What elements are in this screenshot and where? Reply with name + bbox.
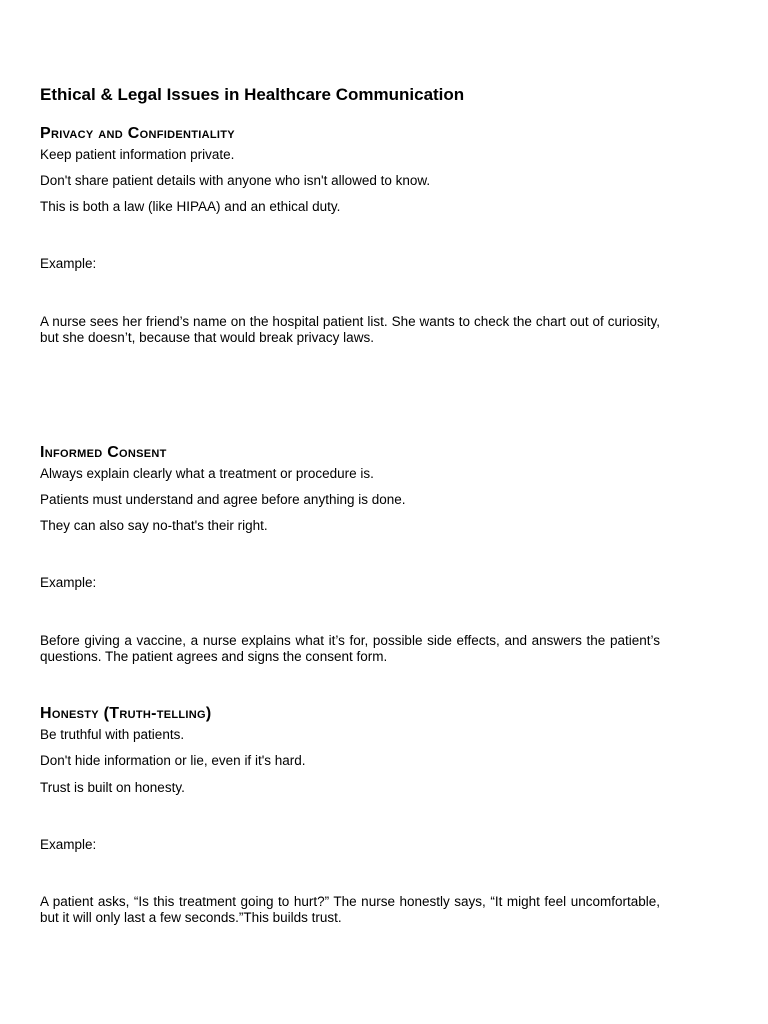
document-title: Ethical & Legal Issues in Healthcare Communication [40, 85, 465, 104]
section-point: Don't share patient details with anyone who isn't allowed to know. [40, 173, 431, 188]
section-point: Be truthful with patients. [40, 727, 185, 742]
section-point: Always explain clearly what a treatment or procedure is. [40, 466, 374, 481]
example-text: A nurse sees her friend’s name on the hospital patient list. She wants to check the chart out of curiosity, but she doesn’t, because that would break privacy laws. [40, 314, 660, 345]
section-point: This is both a law (like HIPAA) and an ethical duty. [40, 199, 341, 214]
section-point: Don't hide information or lie, even if it's hard. [40, 753, 306, 768]
example-label: Example: [40, 575, 97, 590]
document-page [40, 0, 660, 1024]
section-point: Keep patient information private. [40, 147, 235, 162]
section-heading-informed-consent: Informed Consent [40, 444, 167, 461]
section-point: They can also say no-that's their right. [40, 518, 268, 533]
section-heading-honesty: Honesty (Truth-telling) [40, 705, 212, 722]
example-label: Example: [40, 837, 97, 852]
section-heading-privacy: Privacy and Confidentiality [40, 125, 235, 142]
example-label: Example: [40, 256, 97, 271]
example-text: A patient asks, “Is this treatment going to hurt?” The nurse honestly says, “It might feel uncomfortable, but it will only last a few seconds.”This builds trust. [40, 894, 660, 925]
example-text: Before giving a vaccine, a nurse explains what it’s for, possible side effects, and answers the patient’s questions. The patient agrees and signs the consent form. [40, 633, 660, 664]
section-point: Patients must understand and agree before anything is done. [40, 492, 406, 507]
section-point: Trust is built on honesty. [40, 780, 185, 795]
